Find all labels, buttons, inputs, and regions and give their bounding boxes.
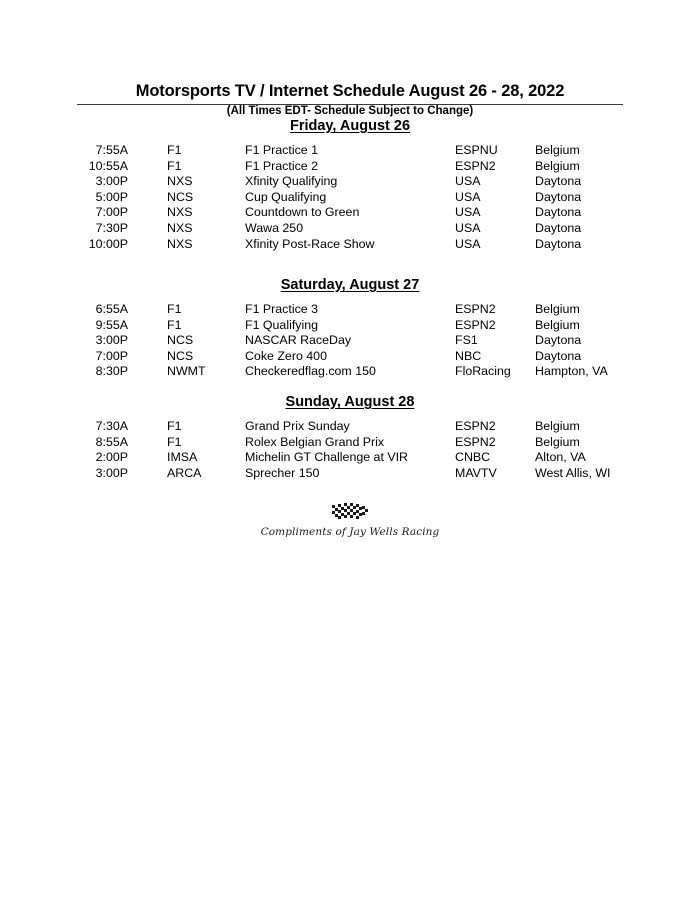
event-location: Daytona [535,220,582,235]
event-time: 8:30P [95,364,128,379]
event-series: NCS [167,333,194,348]
event-name: Rolex Belgian Grand Prix [245,434,385,449]
event-network: FloRacing [455,364,511,379]
schedule-table [0,302,700,380]
day-section [0,118,700,252]
table-row [0,466,700,482]
event-name: Xfinity Post-Race Show [245,236,375,251]
event-location: Daytona [535,189,582,204]
event-time: 8:55A [95,434,128,449]
checkered-flag-icon [0,500,700,526]
event-series: NXS [167,174,193,189]
table-row [0,237,700,253]
footer-credit: Compliments of Jay Wells Racing [260,526,440,538]
event-series: NXS [167,236,193,251]
table-row [0,450,700,466]
event-location: Daytona [535,236,582,251]
event-name: Coke Zero 400 [245,348,327,363]
event-time: 9:55A [95,317,128,332]
event-name: F1 Practice 3 [245,302,318,316]
event-network: ESPN2 [455,302,496,316]
event-network: ESPN2 [455,419,496,433]
event-location: West Allis, WI [535,465,611,480]
event-location: Alton, VA [535,450,586,465]
event-location: Belgium [535,158,580,173]
event-time: 7:00P [95,205,128,220]
event-network: ESPNU [455,143,498,157]
table-row [0,333,700,349]
table-row [0,349,700,365]
event-network: CNBC [455,450,491,465]
event-name: Michelin GT Challenge at VIR [245,450,408,465]
day-heading: Sunday, August 28 [285,394,415,410]
event-series: IMSA [167,450,198,465]
event-time: 3:00P [95,465,128,480]
event-time: 10:55A [88,158,128,173]
event-time: 7:00P [95,348,128,363]
event-series: ARCA [167,465,202,480]
event-location: Daytona [535,333,582,348]
event-time: 6:55A [95,302,128,316]
event-series: NXS [167,220,193,235]
event-name: Xfinity Qualifying [245,174,338,189]
footer [0,500,700,538]
event-location: Belgium [535,317,580,332]
event-location: Daytona [535,348,582,363]
table-row [0,364,700,380]
event-network: ESPN2 [455,158,496,173]
event-series: NCS [167,348,194,363]
event-network: FS1 [455,333,478,348]
table-row [0,318,700,334]
table-row [0,159,700,175]
schedule-table [0,419,700,481]
event-name: Cup Qualifying [245,189,327,204]
day-section [0,277,700,380]
event-series: NWMT [167,364,206,379]
event-time: 2:00P [95,450,128,465]
event-location: Belgium [535,143,580,157]
event-time: 7:55A [95,143,128,157]
event-series: F1 [167,158,182,173]
event-location: Belgium [535,302,580,316]
event-network: NBC [455,348,482,363]
event-location: Hampton, VA [535,364,608,379]
event-network: USA [455,220,481,235]
event-network: MAVTV [455,465,497,480]
event-network: ESPN2 [455,434,496,449]
table-row [0,174,700,190]
event-network: USA [455,174,481,189]
event-series: NCS [167,189,194,204]
event-network: ESPN2 [455,317,496,332]
event-location: Daytona [535,205,582,220]
event-name: Sprecher 150 [245,465,320,480]
table-row [0,190,700,206]
event-time: 7:30P [95,220,128,235]
table-row [0,143,700,159]
event-location: Belgium [535,434,580,449]
event-series: NXS [167,205,193,220]
event-series: F1 [167,143,182,157]
event-name: F1 Practice 2 [245,158,318,173]
event-time: 3:00P [95,333,128,348]
table-row [0,419,700,435]
event-name: Countdown to Green [245,205,360,220]
event-location: Daytona [535,174,582,189]
event-network: USA [455,189,481,204]
page-subtitle: (All Times EDT- Schedule Subject to Change) [226,105,474,117]
event-network: USA [455,205,481,220]
day-section [0,394,700,481]
event-series: F1 [167,302,182,316]
event-time: 5:00P [95,189,128,204]
page-title: Motorsports TV / Internet Schedule August 26 - 28, 2022 [135,82,565,100]
event-location: Belgium [535,419,580,433]
event-series: F1 [167,317,182,332]
day-heading: Saturday, August 27 [280,277,420,293]
event-name: Wawa 250 [245,220,304,235]
event-series: F1 [167,419,182,433]
event-name: F1 Practice 1 [245,143,318,157]
event-network: USA [455,236,481,251]
event-time: 3:00P [95,174,128,189]
event-name: NASCAR RaceDay [245,333,352,348]
table-row [0,435,700,451]
event-name: F1 Qualifying [245,317,319,332]
event-time: 7:30A [95,419,128,433]
table-row [0,302,700,318]
event-series: F1 [167,434,182,449]
event-name: Checkeredflag.com 150 [245,364,376,379]
table-row [0,205,700,221]
table-row [0,221,700,237]
event-name: Grand Prix Sunday [245,419,350,433]
day-heading: Friday, August 26 [289,118,411,134]
schedule-table [0,143,700,252]
event-time: 10:00P [88,236,128,251]
